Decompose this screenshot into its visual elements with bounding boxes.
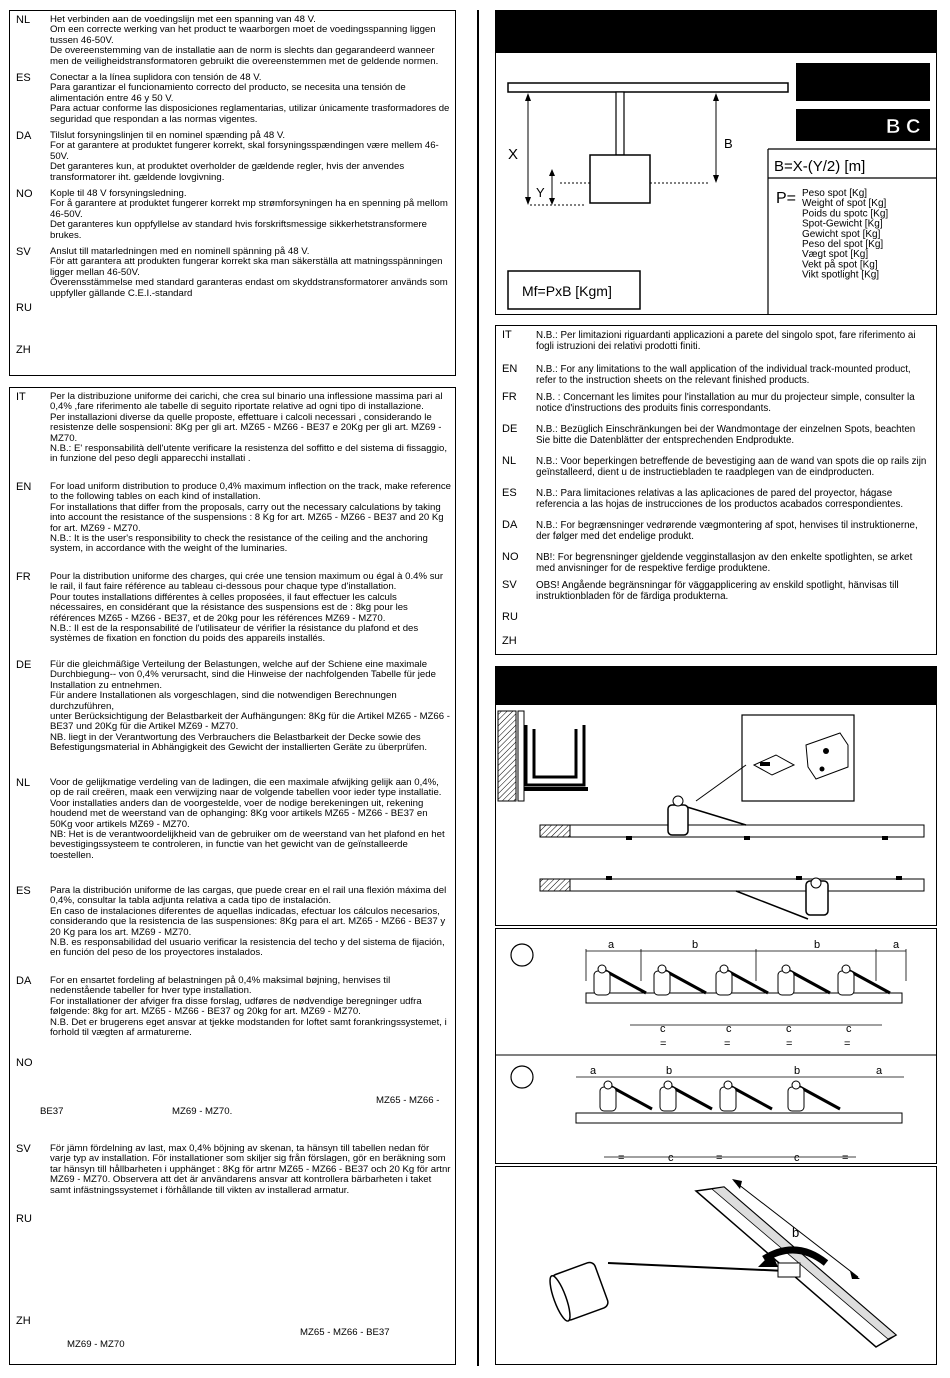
weight-item: Vægt spot [Kg] — [802, 249, 869, 261]
dim-b-3: b — [666, 1065, 673, 1077]
dim-b-4: b — [794, 1065, 801, 1077]
wall-mount-section — [495, 666, 937, 926]
mf-formula: Mf=PxB [Kgm] — [522, 283, 612, 299]
no-be37-text: BE37 — [40, 1106, 64, 1117]
eq-5: = — [618, 1152, 625, 1163]
spot-fixture — [720, 1081, 772, 1111]
dim-c-1: c — [660, 1023, 666, 1035]
language-text: For load uniform distribution to produce 0,4% maximum inflection on the track, make reference to the following tables on each kind of installation. For installations that differ from the proposals, carry out the necessary calculations by taking into account the resistance of the suspensions : 8 Kg for art. MZ65 - MZ66 - BE37 and 20 Kg for art. MZ69 - MZ70. N.B.: It is the user's responsibility to check the resistance of the ceiling and the anchoring system, in accordance with the weight of the luminaries. — [50, 481, 451, 555]
language-code: NL — [16, 777, 31, 789]
dim-c-2: c — [726, 1023, 732, 1035]
zh-models-text: MZ65 - MZ66 - BE37 — [300, 1327, 390, 1338]
load-distribution-text — [10, 392, 455, 1364]
track-upper — [540, 825, 924, 837]
spot-fixture — [788, 1081, 840, 1111]
language-text: Per la distribuzione uniforme dei carichi, che crea sul binario una inflessione massima pari al 0,4% ,fare riferimento ale tabelle di seguito riportate relative ad ogni tipo di installazione. Per installazioni diverse da quelle proposte, effettuare i calcoli necessari , considerando le resistenze delle sospensioni: 8Kg per gli art. MZ65 - MZ66 - BE37 e 20Kg per gli art. MZ69 - MZ70. N.B.: E' responsabilità dell'utente verificare la resistenza del soffitto e del sistema di fissaggio, in funzione del peso degli apparecchi installati . — [50, 391, 448, 465]
no-mz69-text: MZ69 - MZ70. — [172, 1106, 233, 1117]
y-label: Y — [536, 185, 545, 200]
dim-b-1: b — [692, 939, 699, 951]
language-text: NB!: For begrensninger gjeldende vegginstallasjon av den enkelte spotlighten, se arket med anvisninger for de respektive ferdige produktene. — [536, 552, 913, 574]
wall-mount-header-bar — [496, 667, 936, 705]
layout-indicator-1 — [511, 944, 533, 966]
eq-1: = — [660, 1038, 667, 1050]
language-text: N.B.: Per limitazioni riguardanti applicazioni a parete del singolo spot, fare riferimento ai fogli istruzioni dei relativi prodotti finiti. — [536, 330, 916, 352]
spot-fixture — [654, 965, 706, 995]
column-divider — [477, 10, 479, 1366]
track-profile — [526, 725, 584, 785]
language-code: DA — [16, 130, 32, 142]
spot-fixture — [600, 1081, 652, 1111]
language-code: ZH — [16, 344, 31, 356]
spot-fixture — [838, 965, 890, 995]
language-text: För jämn fördelning av last, max 0,4% böjning av skenan, ta hänsyn till tabellen nedan för varje typ av installation. För installationer som skiljer sig från förslagen, gör en beräkning som tar hänsyn till hållbarheten i upphänget : 8Kg för artnr MZ65 - MZ66 - BE37 och 20 Kg för artnr MZ69 - MZ70. Observera att det är användarens ansvar att kontrollera bärbarheten i taket samt infästningssystemet i förhållande till vikten av installerad armatur. — [50, 1143, 451, 1196]
dim-a-4: a — [876, 1065, 883, 1077]
weight-list — [802, 188, 888, 281]
eq-6: = — [716, 1152, 723, 1163]
language-code: RU — [502, 611, 518, 623]
language-code: ZH — [16, 1315, 31, 1327]
dim-a-1: a — [608, 939, 615, 951]
spot-fixture — [594, 965, 646, 995]
dim-a-2: a — [893, 939, 900, 951]
language-code: NO — [16, 1057, 33, 1069]
logo-text: B C — [886, 116, 921, 138]
dim-c-3: c — [786, 1023, 792, 1035]
wall-section-hatch — [498, 711, 516, 801]
language-text: Het verbinden aan de voedingslijn met een spanning van 48 V. Om een correcte werking van het product te waarborgen moet de voedingsspanning liggen tussen 46-50V. De overeenstemming van de installatie aan de norm is slechts dan gegarandeerd wanneer men de veiligheidstransformatoren gebruikt die overeenstemmen met de geldende normen. — [50, 14, 439, 67]
formula-section — [495, 10, 937, 315]
eq-3: = — [786, 1038, 793, 1050]
language-code: SV — [16, 246, 31, 258]
language-text: Tilslut forsyningslinjen til en nominel spænding på 48 V. For at garantere at produktet fungerer korrekt, skal forsyningsspændingen være mellem 46-50V. Det garanteres kun, at produktet overholder de gældende regler, hvis der anvendes transformatorer iht. gældende lovgivning. — [50, 130, 439, 183]
language-code: EN — [16, 481, 32, 493]
eq-7: = — [842, 1152, 849, 1163]
weight-item: Vikt spotlight [Kg] — [802, 269, 880, 281]
language-code: NO — [16, 188, 33, 200]
dark-label-top — [796, 63, 930, 101]
formula-header-bar — [496, 11, 936, 53]
language-code: DA — [502, 519, 518, 531]
language-code: FR — [502, 391, 517, 403]
ceiling-track — [508, 83, 788, 92]
wall-note-section — [495, 325, 937, 655]
weight-item: Poids du spotc [Kg] — [802, 208, 889, 220]
rotation-section — [495, 1166, 937, 1365]
language-text: N.B.: Voor beperkingen betreffende de bevestiging aan de wand van spots die op rails zijn geïnstalleerd, dient u de instructiebladen te raadplegen van de eindproducten. — [536, 456, 927, 478]
dim-c-4: c — [846, 1023, 852, 1035]
p-label: P= — [776, 190, 797, 207]
spacing-diagram — [496, 929, 936, 1163]
spot-fixture — [716, 965, 768, 995]
language-code: ES — [16, 72, 31, 84]
track-lower — [540, 879, 924, 891]
language-code: ZH — [502, 635, 517, 647]
weight-item: Vekt på spot [Kg] — [802, 259, 878, 271]
language-code: FR — [16, 571, 31, 583]
weight-item: Peso del spot [Kg] — [802, 239, 884, 250]
wall-mount-diagram — [496, 705, 936, 925]
dim-b-2: b — [814, 939, 821, 951]
spacing-section — [495, 928, 937, 1164]
language-text: Für die gleichmäßige Verteilung der Belastungen, welche auf der Schiene eine maximale Durchbiegung-- von 0,4% verursacht, sind die Hinweise der nachfolgenden Tabelle für jede Installation zu entnehmen. Für andere Installationen als vorgeschlagen, sind die notwendigen Berechnungen durchzuführen, unter Berücksichtigung der Belastbarkeit der Aufhängungen: 8Kg für die Artikel MZ65 - MZ66 - BE37 und 20Kg für die Artikel MZ69 - MZ70. NB. liegt in der Verantwortung des Verbrauchers die Belastbarkeit der Decke sowie des Befestigungsmaterial in Abhängigkeit des Gewicht der installierten Geräte zu überprüfen. — [50, 659, 450, 754]
language-text: Anslut till matarledningen med en nominell spänning på 48 V. För att garantera att produkten fungerar korrekt ska man säkerställa att matningsspänningen ligger mellan 46-50V. Överensstämmelse med standard garanteras endast om skyddstransformatorer används som uppfyller gällande C.E.I.-standard — [50, 246, 448, 299]
language-code: DE — [16, 659, 32, 671]
language-code: NO — [502, 551, 519, 563]
x-label: X — [508, 146, 519, 163]
wall-note-text — [496, 330, 936, 654]
language-code: RU — [16, 302, 32, 314]
dim-a-3: a — [590, 1065, 597, 1077]
language-text: N.B. : Concernant les limites pour l'installation au mur du projecteur simple, consulter la notice d'instructions des produits finis correspondants. — [536, 392, 915, 414]
weight-item: Weight of spot [Kg] — [802, 198, 887, 210]
eq-4: = — [844, 1038, 851, 1050]
language-text: Kople til 48 V forsyningsledning. For å garantere at produktet fungerer korrekt mp strømforsyningen ha en spenning på mellom 46-50V. Det garanteres kun oppfyllelse av standard hvis forskriftsmessige sikkerhetstransformere brukes. — [50, 188, 448, 241]
b-label: B — [724, 136, 733, 151]
language-code: DE — [502, 423, 518, 435]
language-text: Pour la distribution uniforme des charges, qui crée une tension maximum ou égal à 0.4% sur le rail, il faut faire référence au tableau ci-dessous pour chaque type d'installation. Pour toutes installations différentes à celles proposées, il faut effectuer les calculs nécessaires, en considérant que la résistance des suspensions est de : 8kg pour les références MZ65 - MZ66 - BE37, et de 20kg pour les références MZ69 - MZ70. N.B.: Il est de la responsabilité de l'utilisateur de vérifier la résistance du plafond et des systèmes de fixation en fonction du poids des appareils installés. — [50, 571, 444, 645]
power-supply-section — [9, 10, 456, 376]
language-text: For en ensartet fordeling af belastningen på 0,4% maksimal bøjning, henvises til nedenstående tabeller for hver type installation. For installationer der afviger fra disse forslag, udføres de nødvendige beregninger udfra følgende: 8kg for art. MZ65 - MZ66 - BE37 og 20kg for art. MZ69 - MZ70. N.B. Det er brugerens eget ansvar at tjekke modstanden for loftet samt forankringssystemet, i forhold til vægten af armaturerne. — [50, 975, 447, 1039]
language-code: RU — [16, 1213, 32, 1225]
language-text: OBS! Angående begränsningar för väggapplicering av enskild spotlight, hänvisas till instruktionbladen för de färdiga produkterna. — [536, 580, 899, 602]
zh-mz69-text: MZ69 - MZ70 — [67, 1339, 125, 1350]
dim-c-5: c — [668, 1152, 674, 1163]
language-text: Voor de gelijkmatige verdeling van de ladingen, die een maximale afwijking gelijk aan 0,4%, op de rail creëren, maak een verwijzing naar de volgende tabellen voor ieder type installatie. Voor installaties anders dan de voorgestelde, voer de nodige berekeningen uit, rekening houdend met de weerstand van de ophanging: 8Kg voor artikels MZ65 - MZ66 - BE37 en 50Kg voor artikels MZ69 - MZ70. NB: Het is de verantwoordelijkheid van de gebruiker om de weerstand van het plafond en het bevestigingssysteem te controleren, in functie van het gewicht van de geïnstalleerde toestellen. — [50, 777, 445, 861]
weight-item: Peso spot [Kg] — [802, 188, 868, 199]
rotation-diagram — [496, 1167, 936, 1363]
dim-c-6: c — [794, 1152, 800, 1163]
language-code: IT — [502, 329, 512, 341]
eq-2: = — [724, 1038, 731, 1050]
language-code: ES — [16, 885, 31, 897]
language-code: DA — [16, 975, 32, 987]
layout-indicator-2 — [511, 1066, 533, 1088]
language-text: N.B.: Para limitaciones relativas a las aplicaciones de pared del proyector, hágase referencia a las hojas de instrucciones de los productos acabados correspondientes. — [536, 488, 904, 510]
language-text: Para la distribución uniforme de las cargas, que puede crear en el rail una flexión máxima del 0,4%, consultar la tabla adjunta relativa a cada tipo de instalación. En caso de instalaciones diferentes de aquellas indicadas, efectuar los cálculos necesarios, considerando que la resistencia de las suspensiones: 8Kg para el art. MZ65 - MZ66 - BE37 y 20 Kg para los art. MZ69 - MZ70. N.B. es responsabilidad del usuario verificar la resistencia del techo y del sistema de fijación, en función del peso de los proyectores instalados. — [50, 885, 447, 959]
language-code: EN — [502, 363, 518, 375]
b-formula: B=X-(Y/2) [m] — [774, 158, 866, 175]
language-code: SV — [502, 579, 517, 591]
track-spacing-2 — [576, 1113, 902, 1123]
language-text: N.B.: For begrænsninger vedrørende vægmontering af spot, henvises til instruktionerne, der følger med det endelige produkt. — [536, 520, 918, 542]
language-code: NL — [502, 455, 517, 467]
suspension-diagram — [496, 53, 936, 315]
dim-b-rotation: b — [792, 1225, 800, 1240]
suspension-rod — [616, 92, 624, 155]
language-code: ES — [502, 487, 517, 499]
language-code: SV — [16, 1143, 31, 1155]
no-models-text: MZ65 - MZ66 - — [376, 1095, 440, 1106]
track-spacing-1 — [586, 993, 902, 1003]
weight-item: Spot-Gewicht [Kg] — [802, 218, 883, 230]
load-distribution-section — [9, 387, 456, 1365]
weight-item: Gewicht spot [Kg] — [802, 228, 881, 240]
language-text: N.B.: For any limitations to the wall application of the individual track-mounted product, refer to the instruction sheets on the relevant finished products. — [536, 364, 911, 386]
spot-fixture — [778, 965, 830, 995]
language-text: N.B.: Bezüglich Einschränkungen bei der Wandmontage der einzelnen Spots, beachten Sie bitte die Datenblätter der entsprechenden Endprodukte. — [536, 424, 916, 446]
language-code: IT — [16, 391, 26, 403]
power-supply-text — [10, 15, 455, 375]
language-text: Conectar a la línea suplidora con tensión de 48 V. Para garantizar el funcionamiento correcto del producto, se necesita una tensión de alimentación entre 46 y 50 V. Para actuar conforme las disposiciones reglamentarias, utilizar únicamente trasformadores de seguridad que respondan a las normas vigentes. — [50, 72, 450, 125]
spot-fixture — [660, 1081, 712, 1111]
spot-body — [590, 155, 650, 203]
language-code: NL — [16, 14, 31, 26]
